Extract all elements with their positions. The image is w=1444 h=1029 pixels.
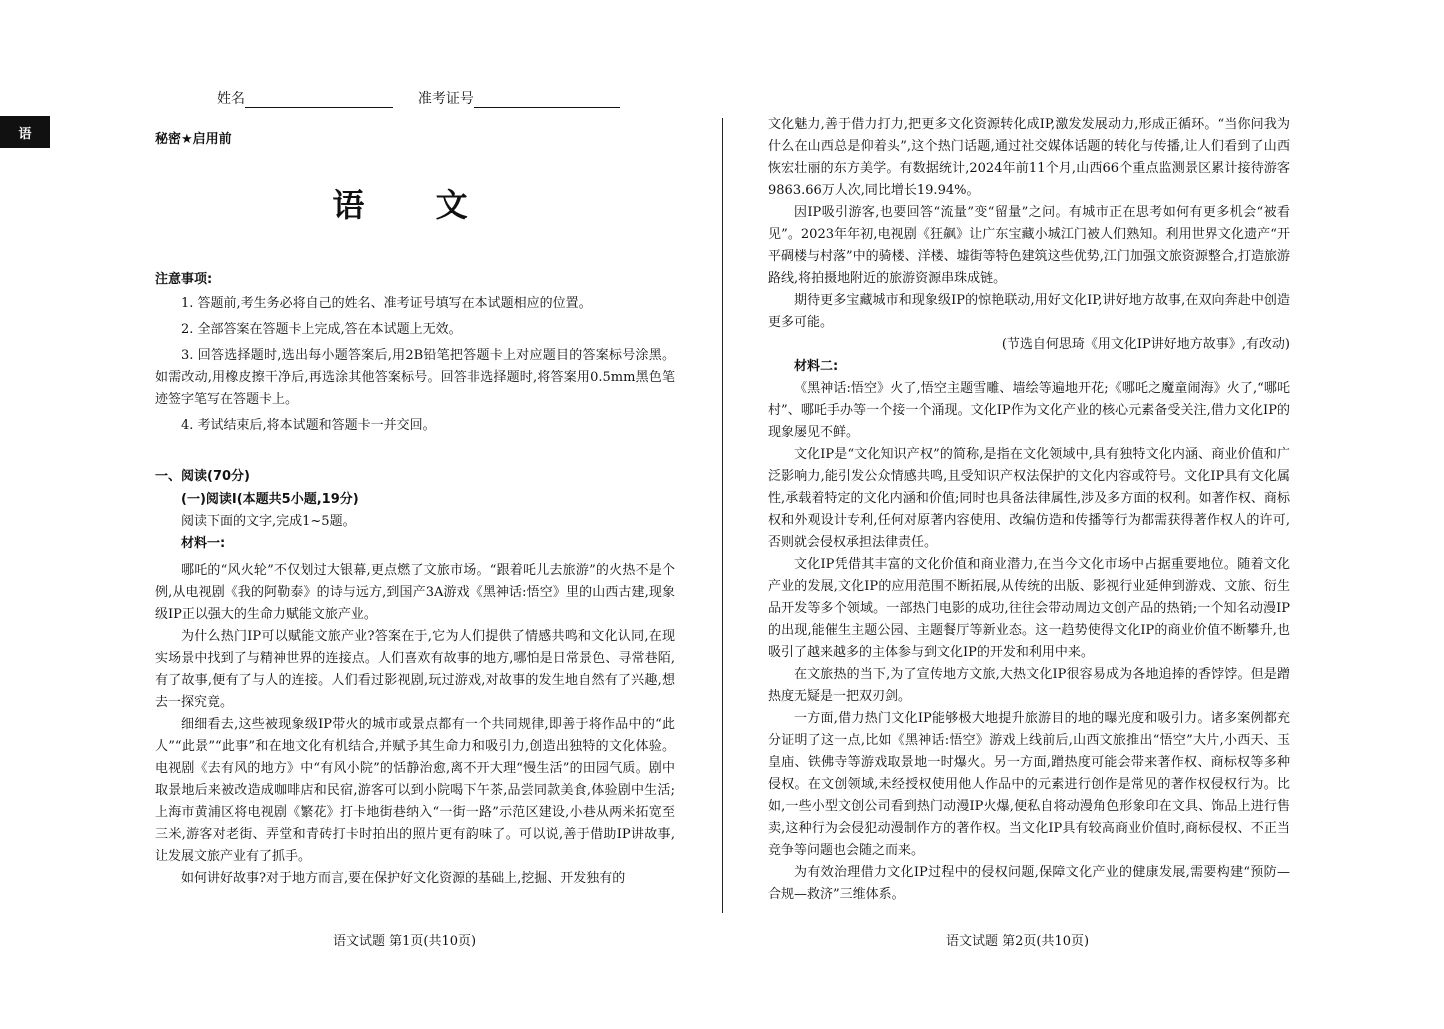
subject-side-tab: 语 bbox=[0, 116, 50, 148]
reading-intro bbox=[155, 489, 675, 555]
paragraph: 一方面,借力热门文化IP能够极大地提升旅游目的地的曝光度和吸引力。诸多案例都充分证明了这一点,比如《黑神话:悟空》游戏上线前后,山西文旅推出“悟空”大片,小西天、玉皇庙、铁佛寺等游戏取景地一时爆火。另一方面,蹭热度可能会带来著作权、商标权等多种侵权。在文创领域,未经授权使用他人作品中的元素进行创作是常见的著作权侵权行为。比如,一些小型文创公司看到热门动漫IP火爆,便私自将动漫角色形象印在文具、饰品上进行售卖,这种行为会侵犯动漫制作方的著作权。当文化IP具有较高商业价值时,商标侵权、不正当竞争等问题也会随之而来。 bbox=[768, 711, 1290, 858]
id-label: 准考证号 bbox=[417, 91, 474, 107]
paragraph: 《黑神话:悟空》火了,悟空主题雪雕、墙绘等遍地开花;《哪吒之魔童闹海》火了,“哪吒村”、哪吒手办等一个接一个涌现。文化IP作为文化产业的核心元素备受关注,借力文化IP的现象屡见不鲜。 bbox=[768, 381, 1290, 440]
column-divider bbox=[722, 118, 723, 913]
page-footer-left: 语文试题 第1页(共10页) bbox=[333, 934, 477, 949]
candidate-info-line bbox=[217, 88, 620, 108]
notice-item: 1. 答题前,考生务必将自己的姓名、准考证号填写在本试题相应的位置。 bbox=[181, 296, 592, 311]
notice-item: 3. 回答选择题时,选出每小题答案后,用2B铅笔把答题卡上对应题目的答案标号涂黑。如需改动,用橡皮擦干净后,再选涂其他答案标号。回答非选择题时,将答案用0.5mm黑色笔迹签字笔写在答题卡上。 bbox=[155, 348, 675, 407]
notice-title: 注意事项: bbox=[155, 272, 213, 287]
page-footer-right: 语文试题 第2页(共10页) bbox=[946, 934, 1090, 949]
name-label: 姓名 bbox=[217, 91, 245, 107]
secret-mark: 秘密★启用前 bbox=[155, 132, 232, 147]
paragraph: 文化IP凭借其丰富的文化价值和商业潜力,在当今文化市场中占据重要地位。随着文化产业的发展,文化IP的应用范围不断拓展,从传统的出版、影视行业延伸到游戏、文旅、衍生品开发等多个领域。一部热门电影的成功,往往会带动周边文创产品的热销;一个知名动漫IP的出现,能催生主题公园、主题餐厅等新业态。这一趋势使得文化IP的商业价值不断攀升,也吸引了越来越多的主体参与到文化IP的开发和利用中来。 bbox=[768, 557, 1290, 660]
notice-item: 4. 考试结束后,将本试题和答题卡一并交回。 bbox=[181, 418, 436, 433]
id-blank bbox=[474, 91, 620, 108]
paragraph: 哪吒的“风火轮”不仅划过大银幕,更点燃了文旅市场。“跟着吒儿去旅游”的火热不是个例,从电视剧《我的阿勒泰》的诗与远方,到国产3A游戏《黑神话:悟空》里的山西古建,现象级IP正以强大的生命力赋能文旅产业。 bbox=[155, 563, 675, 622]
name-blank bbox=[245, 91, 393, 108]
paragraph: 因IP吸引游客,也要回答“流量”变“留量”之问。有城市正在思考如何有更多机会“被看见”。2023年年初,电视剧《狂飙》让广东宝藏小城江门被人们熟知。利用世界文化遗产“开平碉楼与村落”中的骑楼、洋楼、墟街等特色建筑这些优势,江门加强文旅资源整合,打造旅游路线,将拍摄地附近的旅游资源串珠成链。 bbox=[768, 205, 1290, 286]
reading-subtitle: (一)阅读Ⅰ(本题共5小题,19分) bbox=[181, 492, 359, 507]
material1-continued bbox=[768, 114, 1290, 906]
paragraph: 如何讲好故事?对于地方而言,要在保护好文化资源的基础上,挖掘、开发独有的 bbox=[181, 871, 626, 886]
paragraph: 为什么热门IP可以赋能文旅产业?答案在于,它为人们提供了情感共鸣和文化认同,在现实场景中找到了与精神世界的连接点。人们喜欢有故事的地方,哪怕是日常景色、寻常巷陌,有了故事,便有了与人的连接。人们看过影视剧,玩过游戏,对故事的发生地自然有了兴趣,想去一探究竟。 bbox=[155, 629, 675, 710]
reading-instruction: 阅读下面的文字,完成1~5题。 bbox=[181, 514, 356, 529]
notice-list bbox=[155, 293, 675, 437]
material2-label: 材料二: bbox=[794, 359, 839, 374]
material1-body bbox=[155, 560, 675, 890]
paragraph: 细细看去,这些被现象级IP带火的城市或景点都有一个共同规律,即善于将作品中的“此人”“此景”“此事”和在地文化有机结合,并赋予其生命力和吸引力,创造出独特的文化体验。电视剧《去有风的地方》中“有风小院”的恬静治愈,离不开大理“慢生活”的田园气质。剧中取景地后来被改造成咖啡店和民宿,游客可以到小院喝下午茶,品尝同款美食,体验剧中生活;上海市黄浦区将电视剧《繁花》打卡地街巷纳入“一街一路”示范区建设,小巷从两米拓宽至三米,游客对老街、弄堂和青砖打卡时拍出的照片更有韵味了。可以说,善于借助IP讲故事,让发展文旅产业有了抓手。 bbox=[155, 717, 675, 864]
paragraph: 为有效治理借力文化IP过程中的侵权问题,保障文化产业的健康发展,需要构建“预防—合规—救济”三维体系。 bbox=[768, 865, 1290, 902]
paragraph: 在文旅热的当下,为了宣传地方文旅,大热文化IP很容易成为各地追捧的香饽饽。但是蹭热度无疑是一把双刃剑。 bbox=[768, 667, 1290, 704]
material1-label: 材料一: bbox=[181, 536, 226, 551]
notice-item: 2. 全部答案在答题卡上完成,答在本试题上无效。 bbox=[181, 322, 462, 337]
source-citation: (节选自何思琦《用文化IP讲好地方故事》,有改动) bbox=[1001, 337, 1290, 352]
paragraph: 期待更多宝藏城市和现象级IP的惊艳联动,用好文化IP,讲好地方故事,在双向奔赴中创造更多可能。 bbox=[768, 293, 1290, 330]
paragraph: 文化魅力,善于借力打力,把更多文化资源转化成IP,激发发展动力,形成正循环。“当你问我为什么在山西总是仰着头”,这个热门话题,通过社交媒体话题的转化与传播,让人们看到了山西恢宏壮丽的东方美学。有数据统计,2024年前11个月,山西66个重点监测景区累计接待游客9863.66万人次,同比增长19.94%。 bbox=[768, 117, 1290, 198]
section-title: 一、阅读(70分) bbox=[155, 469, 250, 484]
paragraph: 文化IP是“文化知识产权”的简称,是指在文化领域中,具有独特文化内涵、商业价值和广泛影响力,能引发公众情感共鸣,且受知识产权法保护的文化内容或符号。文化IP具有文化属性,承载着特定的文化内涵和价值;同时也具备法律属性,涉及多方面的权利。如著作权、商标权和外观设计专利,任何对原著内容使用、改编仿造和传播等行为都需获得著作权人的许可,否则就会侵权承担法律责任。 bbox=[768, 447, 1290, 550]
exam-subject-title: 语 文 bbox=[332, 186, 498, 224]
